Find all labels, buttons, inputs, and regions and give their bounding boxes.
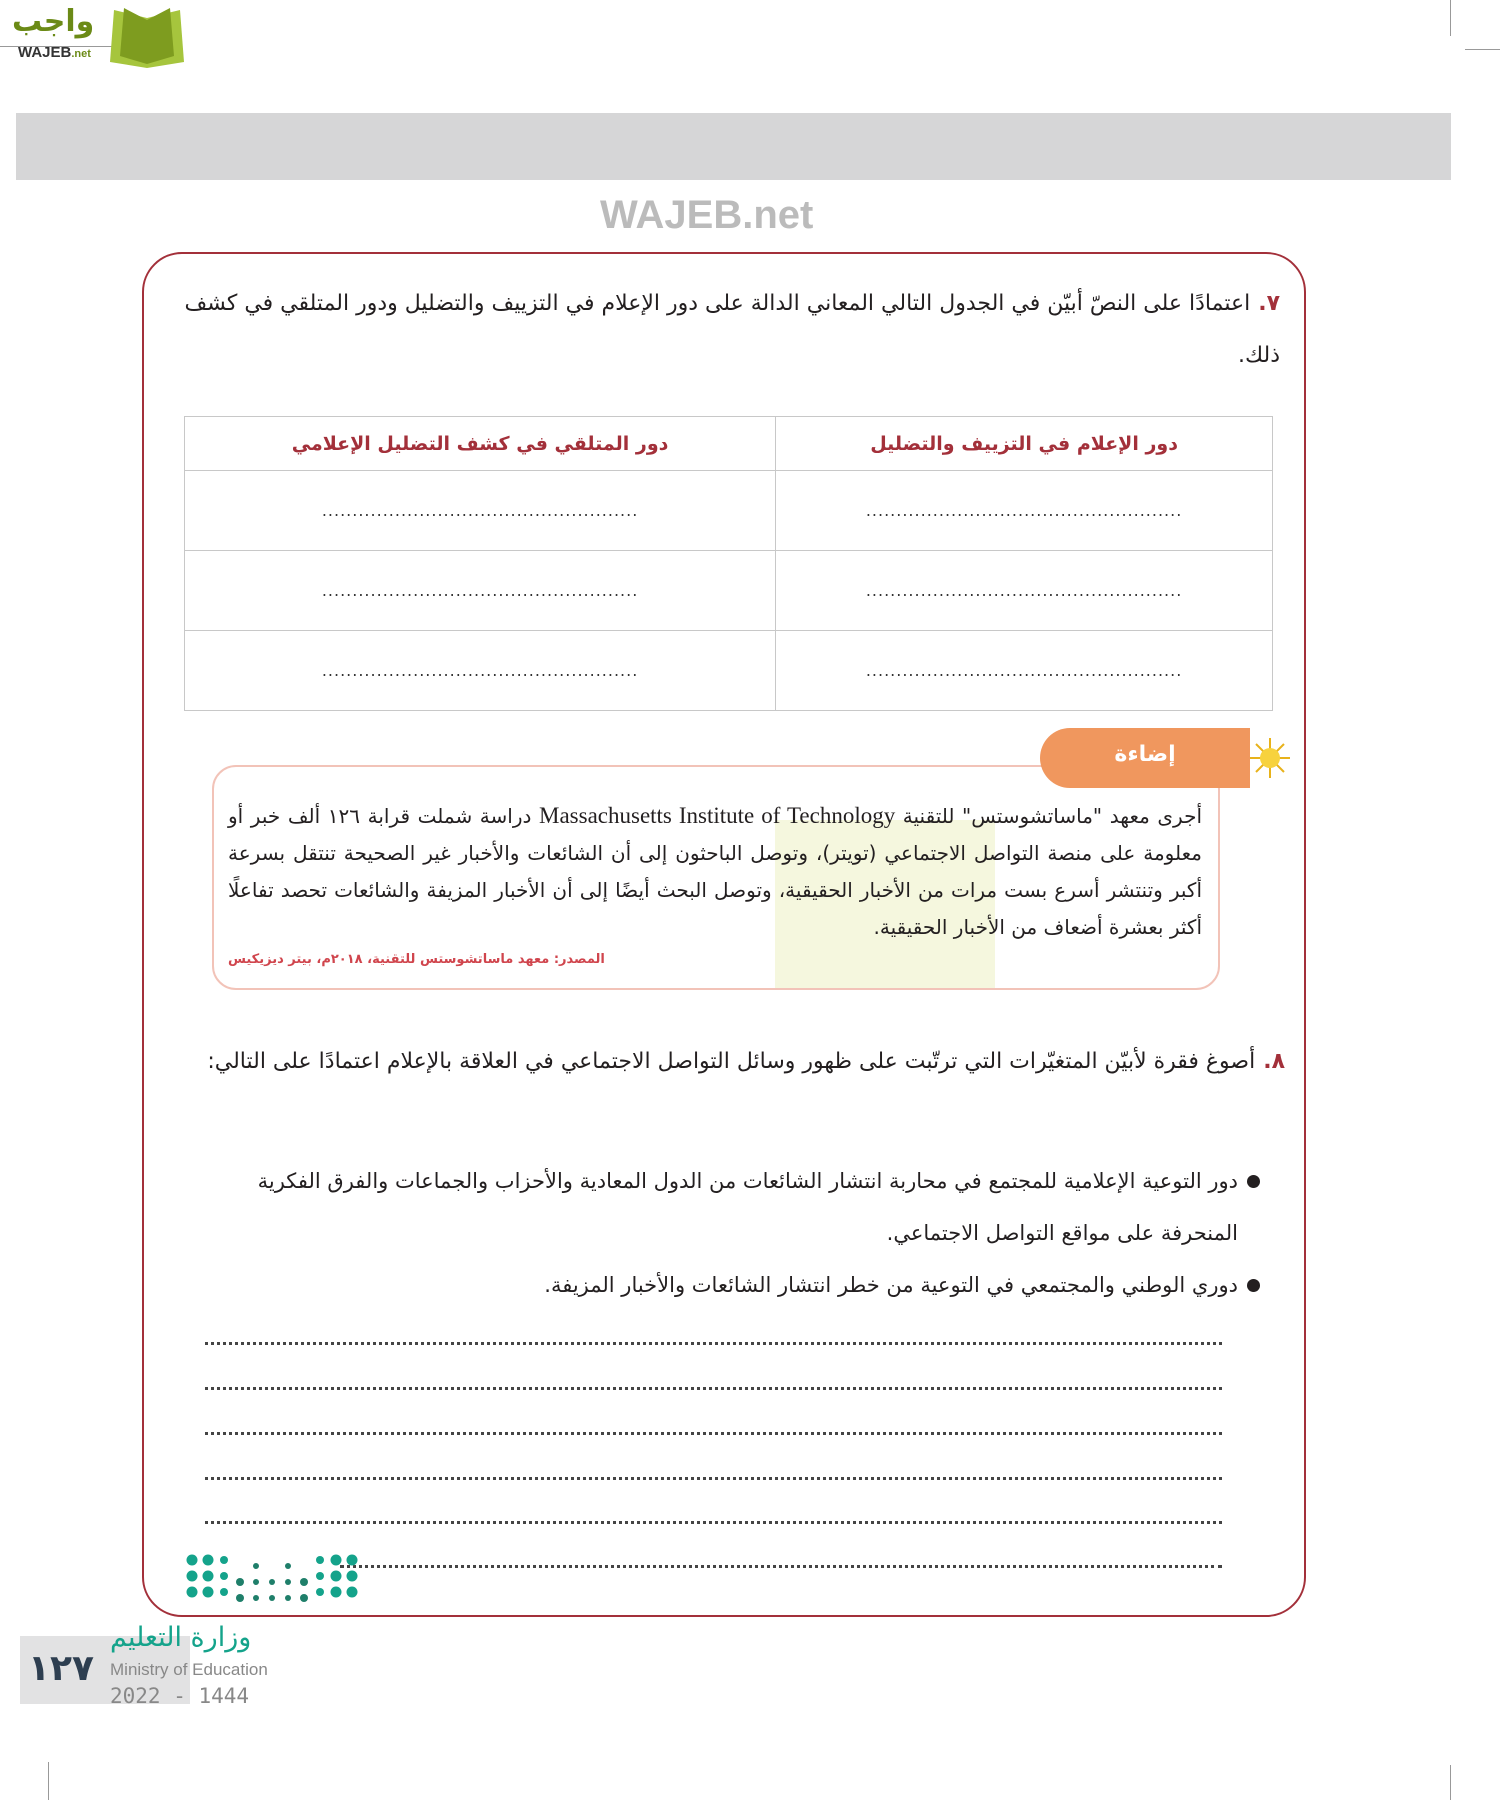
logo-arabic: واجب	[12, 4, 95, 39]
ministry-name-arabic: وزارة التعليم	[110, 1622, 252, 1653]
logo-dot	[236, 1594, 244, 1602]
logo-dot	[316, 1572, 324, 1580]
logo-dot	[347, 1555, 358, 1566]
column-header: دور المتلقي في كشف التضليل الإعلامي	[185, 417, 776, 471]
callout-source: المصدر: معهد ماساتشوستس للتقنية، ٢٠١٨م، بيتر ديزيكيس	[228, 952, 605, 967]
logo-dot	[331, 1587, 342, 1598]
question-text: اعتمادًا على النصّ أبيّن في الجدول التالي المعاني الدالة على دور الإعلام في التزييف والتضليل ودور المتلقي في كشف ذلك.	[184, 291, 1280, 368]
edition-year: 2022 - 1444	[110, 1684, 250, 1708]
logo-dot	[253, 1563, 259, 1569]
logo-english: WAJEB.net	[18, 44, 91, 61]
logo-dot	[203, 1587, 214, 1598]
answer-cell[interactable]: ....................................................	[185, 631, 776, 711]
logo-dot	[331, 1571, 342, 1582]
answer-cell[interactable]: ....................................................	[776, 471, 1273, 551]
header-band	[16, 113, 1451, 180]
logo-dot	[347, 1571, 358, 1582]
ministry-name-english: Ministry of Education	[110, 1660, 268, 1679]
callout-box	[212, 765, 1220, 990]
question-number: ٧.	[1258, 291, 1280, 316]
answer-line[interactable]	[340, 1565, 1222, 1568]
crop-mark	[1465, 49, 1500, 50]
question-8	[170, 1036, 1285, 1088]
ministry-logo-dots	[186, 1552, 358, 1608]
answer-cell[interactable]: ....................................................	[776, 631, 1273, 711]
crop-mark	[1450, 1765, 1451, 1800]
callout-text: أجرى معهد "ماساتشوستس" للتقنية Massachusetts Institute of Technology دراسة شملت قرابة ١٢٦ ألف خبر أو معلومة على منصة التواصل الاجتماعي (تويتر)، وتوصل الباحثون إلى أن الشائعات والأخبار غير الصحيحة تنتقل بسرعة أكبر وتنتشر أسرع بست مرات من الأخبار الحقيقية، وتوصل البحث أيضًا إلى أن الأخبار المزيفة والشائعات تحصد تفاعلًا أكثر بعشرة أضعاف من الأخبار الحقيقية.	[228, 803, 1203, 939]
logo-dot	[203, 1555, 214, 1566]
question-7	[180, 278, 1280, 382]
logo-dot	[300, 1594, 308, 1602]
logo-dot	[236, 1578, 244, 1586]
logo-dot	[253, 1579, 259, 1585]
logo-dot	[285, 1579, 291, 1585]
logo-dot	[316, 1556, 324, 1564]
book-icon	[106, 6, 188, 68]
answer-line[interactable]	[205, 1342, 1222, 1345]
column-header: دور الإعلام في التزييف والتضليل	[776, 417, 1273, 471]
wajeb-logo[interactable]	[8, 4, 193, 68]
logo-dot	[220, 1572, 228, 1580]
logo-dot	[300, 1578, 308, 1586]
answer-cell[interactable]: ....................................................	[185, 471, 776, 551]
logo-dot	[220, 1588, 228, 1596]
logo-dot	[269, 1595, 275, 1601]
answer-cell[interactable]: ....................................................	[185, 551, 776, 631]
crop-mark	[48, 1762, 49, 1800]
logo-dot	[285, 1595, 291, 1601]
callout-title: إضاءة	[1040, 728, 1250, 788]
logo-dot	[269, 1579, 275, 1585]
logo-dot	[253, 1595, 259, 1601]
logo-dot	[203, 1571, 214, 1582]
answer-line[interactable]	[205, 1521, 1222, 1524]
list-item: دور التوعية الإعلامية للمجتمع في محاربة انتشار الشائعات من الدول المعادية والأحزاب والجماعات والفرق الفكرية المنحرفة على مواقع التواصل الاجتماعي.	[180, 1155, 1260, 1259]
logo-dot	[187, 1587, 198, 1598]
crop-mark	[1450, 0, 1451, 36]
answer-line[interactable]	[205, 1432, 1222, 1435]
page-number: ١٢٧	[28, 1648, 94, 1689]
logo-dot	[187, 1555, 198, 1566]
answer-line[interactable]	[205, 1387, 1222, 1390]
table-row	[185, 551, 1273, 631]
logo-dot	[285, 1563, 291, 1569]
logo-dot	[331, 1555, 342, 1566]
answer-cell[interactable]: ....................................................	[776, 551, 1273, 631]
logo-dot	[316, 1588, 324, 1596]
logo-dot	[347, 1587, 358, 1598]
table-row	[185, 471, 1273, 551]
answer-table	[184, 416, 1273, 711]
table-row	[185, 631, 1273, 711]
table-header-row	[185, 417, 1273, 471]
question-text: أصوغ فقرة لأبيّن المتغيّرات التي ترتّبت على ظهور وسائل التواصل الاجتماعي في العلاقة بالإعلام اعتمادًا على التالي:	[207, 1049, 1256, 1074]
watermark: WAJEB.net	[600, 193, 814, 237]
logo-dot	[220, 1556, 228, 1564]
bullet-list	[180, 1155, 1260, 1311]
list-item: دوري الوطني والمجتمعي في التوعية من خطر انتشار الشائعات والأخبار المزيفة.	[180, 1259, 1260, 1311]
question-number: ٨.	[1263, 1049, 1285, 1074]
answer-line[interactable]	[205, 1477, 1222, 1480]
sun-icon	[1248, 736, 1292, 780]
logo-dot	[187, 1571, 198, 1582]
